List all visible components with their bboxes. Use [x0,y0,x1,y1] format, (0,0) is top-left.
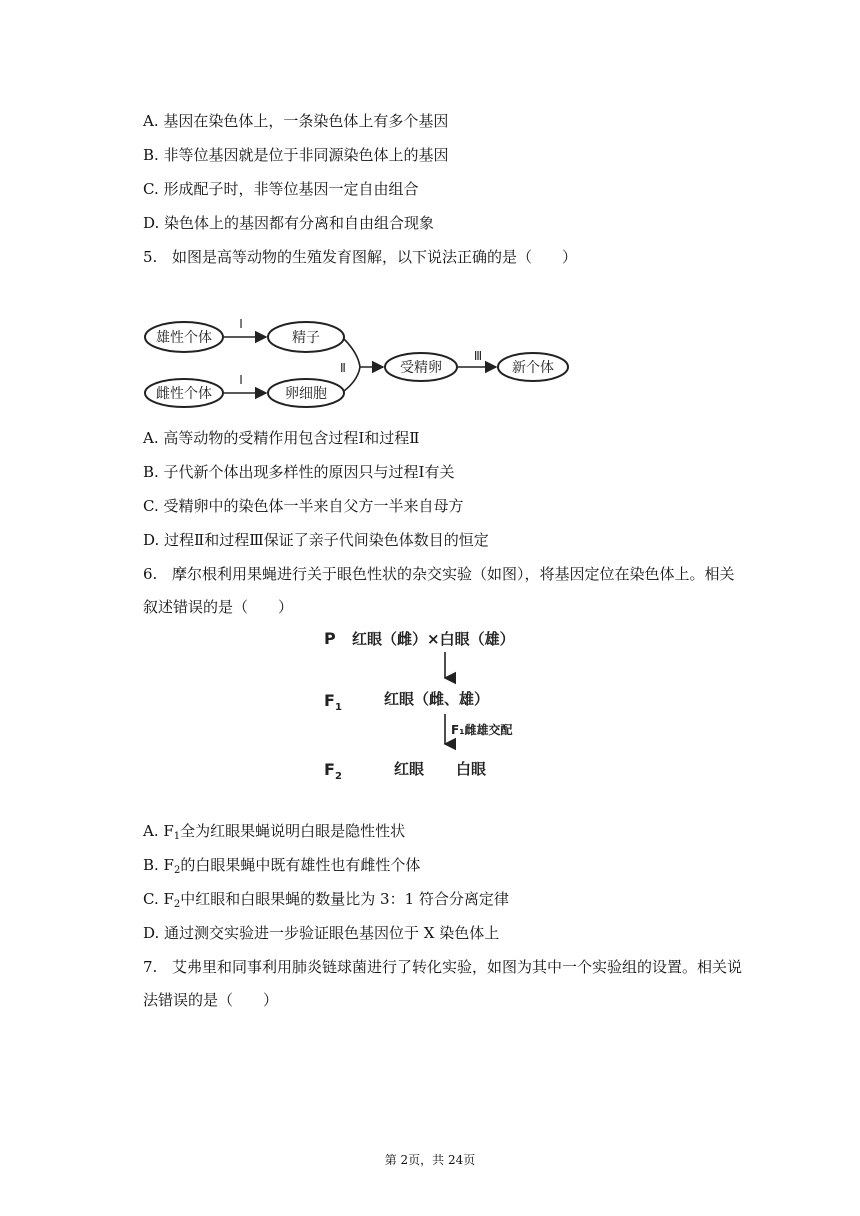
q7-stem-line1: 艾弗里和同事利用肺炎链球菌进行了转化实验，如图为其中一个实验组的设置。相关说 [172,958,743,976]
q5-number: 5. [143,248,158,266]
process-iii-label: Ⅲ [473,349,483,363]
q5-stem: 如图是高等动物的生殖发育图解，以下说法正确的是（ ） [172,248,578,266]
q6-stem-line1: 摩尔根利用果蝇进行关于眼色性状的杂交实验（如图），将基因定位在染色体上。相关 [172,565,735,583]
f1-result-text: 红眼（雌、雄） [384,690,490,708]
f2-label: F [324,760,335,779]
egg-label: 卵细胞 [285,386,327,402]
process-i-label-bottom: Ⅰ [239,373,243,387]
q5-option-b: B. 子代新个体出现多样性的原因只与过程Ⅰ有关 [143,463,455,481]
male-label: 雄性个体 [156,330,212,346]
q6-stem-line2: 叙述错误的是（ ） [143,598,294,616]
svg-text:F2 [324,760,342,782]
q5-option-a: A. 高等动物的受精作用包含过程Ⅰ和过程Ⅱ [143,429,420,447]
f1-mating-text: F₁雌雄交配 [451,723,513,737]
q6-option-d: D. 通过测交实验进一步验证眼色基因位于 X 染色体上 [143,924,500,942]
q4-option-c: C. 形成配子时，非等位基因一定自由组合 [143,180,419,198]
q4-option-b: B. 非等位基因就是位于非同源染色体上的基因 [143,146,449,164]
f2-white-text: 白眼 [456,760,487,778]
page-footer: 第 2页，共 24页 [384,1153,476,1167]
q5-option-c: C. 受精卵中的染色体一半来自父方一半来自母方 [143,497,464,515]
reproduction-diagram [138,308,578,408]
svg-text:F1 [324,691,342,713]
p-cross-text: 红眼（雌）×白眼（雄） [352,630,515,648]
f2-label-sub: 2 [334,771,342,782]
q6-option-a: A. $F_1$全为红眼果蝇说明白眼是隐性性状 [143,822,406,842]
f2-red-text: 红眼 [394,760,425,778]
offspring-label: 新个体 [512,360,554,376]
q7-stem-line2: 法错误的是（ ） [143,991,279,1009]
q4-option-a: A. 基因在染色体上，一条染色体上有多个基因 [143,112,449,130]
sperm-label: 精子 [292,330,320,346]
q6-option-c: C. $F_2$中红眼和白眼果蝇的数量比为 3：1 符合分离定律 [143,890,509,910]
f1-label: F [324,691,335,710]
q6-number: 6. [143,565,158,583]
fruit-fly-cross-diagram [318,620,558,790]
q4-option-d: D. 染色体上的基因都有分离和自由组合现象 [143,214,435,232]
zygote-label: 受精卵 [400,360,442,376]
f1-label-sub: 1 [334,702,342,713]
female-label: 雌性个体 [156,386,212,402]
q5-option-d: D. 过程Ⅱ和过程Ⅲ保证了亲子代间染色体数目的恒定 [143,531,489,549]
process-ii-label: Ⅱ [340,361,346,375]
process-i-label-top: Ⅰ [239,317,243,331]
q6-option-b: B. $F_2$的白眼果蝇中既有雄性也有雌性个体 [143,856,421,876]
q7-number: 7. [143,958,158,976]
p-generation-label: P [324,629,336,648]
